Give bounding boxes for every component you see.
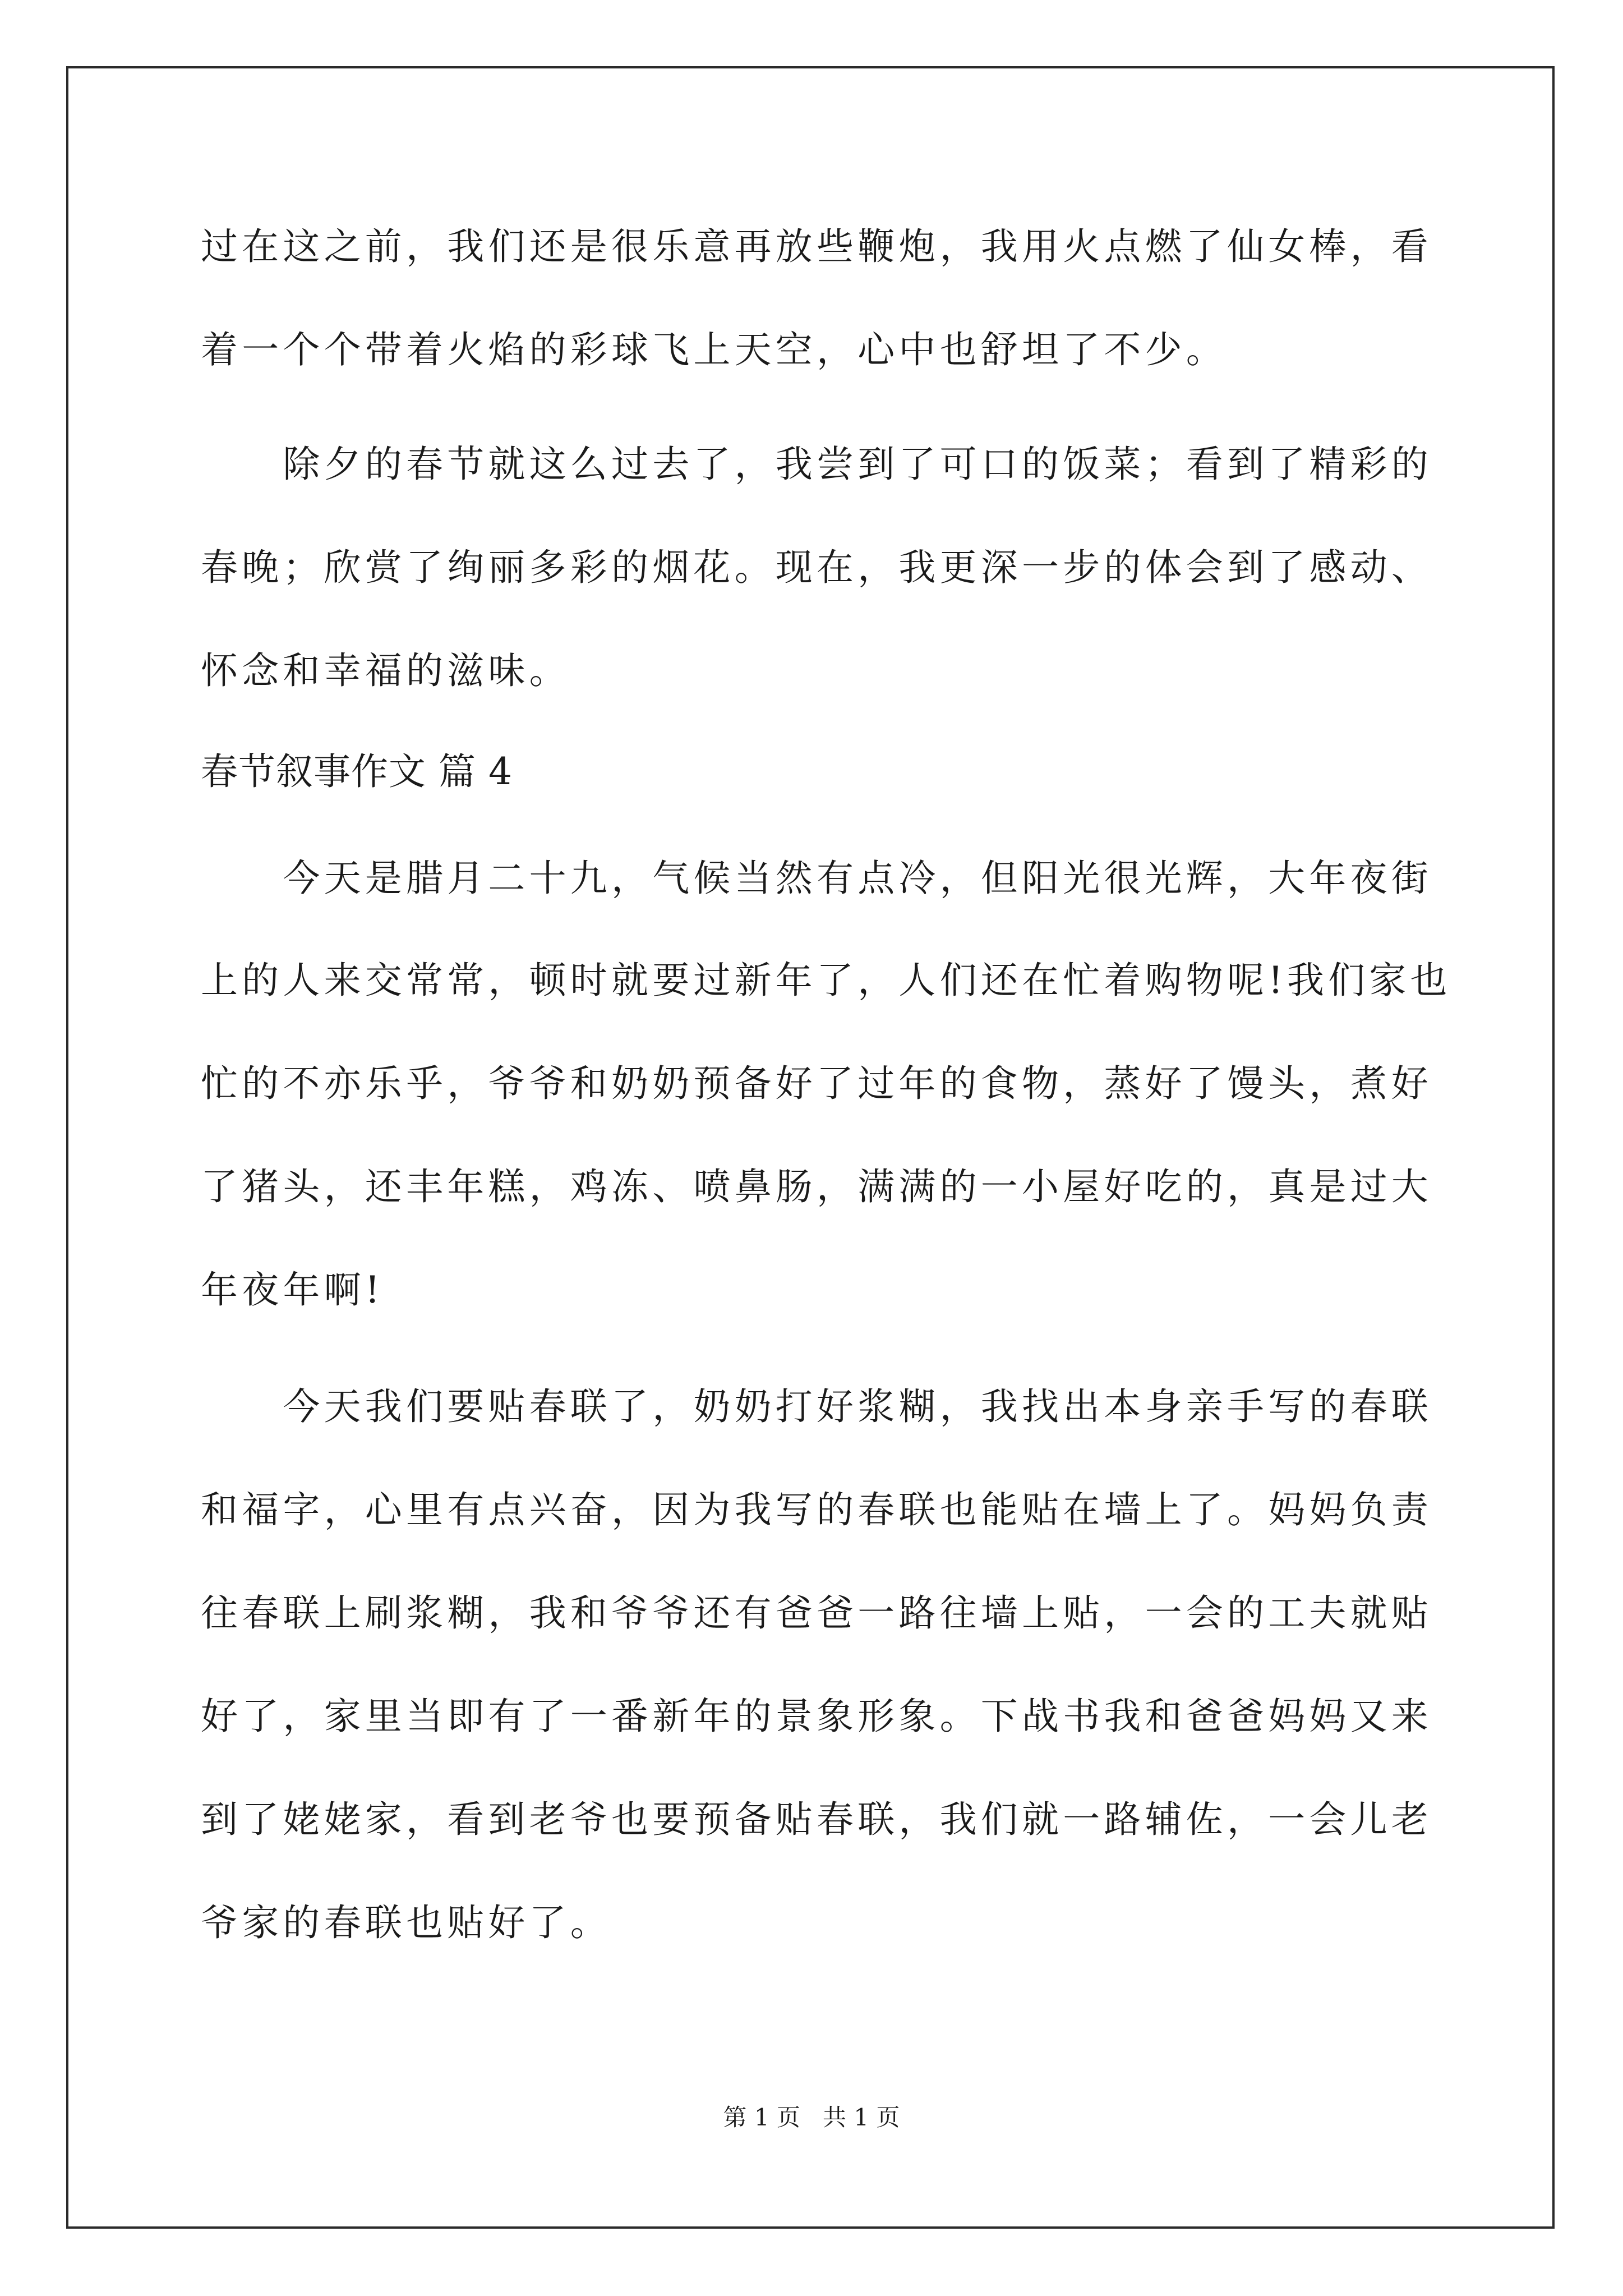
paragraph-4-line-6: 爷家的春联也贴好了。 <box>201 1901 611 1944</box>
paragraph-2-line-3: 怀念和幸福的滋味。 <box>201 649 570 692</box>
paragraph-4-line-2: 和福字，心里有点兴奋，因为我写的春联也能贴在墙上了。妈妈负责 <box>201 1488 1432 1531</box>
paragraph-3-line-4: 了猪头，还丰年糕，鸡冻、喷鼻肠，满满的一小屋好吃的，真是过大 <box>201 1165 1432 1208</box>
page-number: 第 1 页 <box>723 2104 800 2131</box>
page-footer <box>0 2101 1623 2134</box>
section-heading: 春节叙事作文 篇 4 <box>201 750 513 793</box>
paragraph-3-line-1: 今天是腊月二十九，气候当然有点冷，但阳光很光辉，大年夜街 <box>201 857 1432 900</box>
paragraph-4-line-3: 往春联上刷浆糊，我和爷爷还有爸爸一路往墙上贴，一会的工夫就贴 <box>201 1591 1432 1635</box>
paragraph-3-line-2: 上的人来交常常，顿时就要过新年了，人们还在忙着购物呢!我们家也 <box>201 959 1451 1002</box>
paragraph-4-line-5: 到了姥姥家，看到老爷也要预备贴春联，我们就一路辅佐，一会儿老 <box>201 1798 1432 1841</box>
paragraph-2-line-2: 春晚；欣赏了绚丽多彩的烟花。现在，我更深一步的体会到了感动、 <box>201 546 1432 589</box>
paragraph-2-line-1: 除夕的春节就这么过去了，我尝到了可口的饭菜；看到了精彩的 <box>201 443 1432 486</box>
paragraph-4-line-1: 今天我们要贴春联了，奶奶打好浆糊，我找出本身亲手写的春联 <box>201 1385 1432 1428</box>
paragraph-1-line-2: 着一个个带着火焰的彩球飞上天空，心中也舒坦了不少。 <box>201 328 1227 371</box>
paragraph-1-line-1: 过在这之前，我们还是很乐意再放些鞭炮，我用火点燃了仙女棒，看 <box>201 225 1432 268</box>
paragraph-3-line-3: 忙的不亦乐乎，爷爷和奶奶预备好了过年的食物，蒸好了馒头，煮好 <box>201 1062 1432 1105</box>
page-total: 共 1 页 <box>823 2104 900 2131</box>
paragraph-4-line-4: 好了，家里当即有了一番新年的景象形象。下战书我和爸爸妈妈又来 <box>201 1695 1432 1738</box>
paragraph-3-line-5: 年夜年啊! <box>201 1268 384 1312</box>
